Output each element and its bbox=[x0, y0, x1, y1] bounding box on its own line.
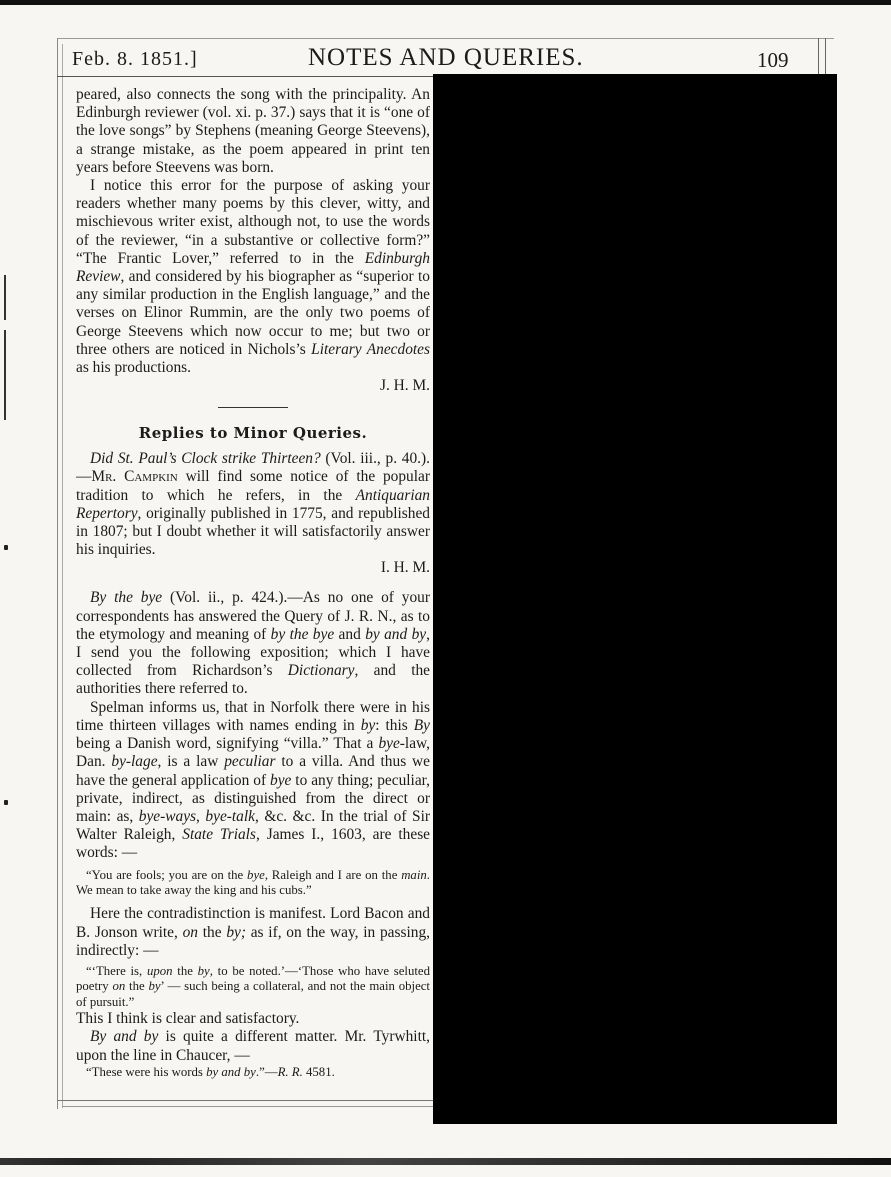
bottom-frame-rule bbox=[62, 1106, 433, 1107]
header-date: Feb. 8. 1851.] bbox=[72, 48, 198, 70]
header-title: NOTES AND QUERIES. bbox=[308, 44, 584, 71]
reply-paragraph: Here the contradistinction is manifest. Lord Bacon and B. Jonson write, on the by; as if, on the way, in passing, indirectly: — bbox=[76, 905, 430, 959]
reply-signature: I. H. M. bbox=[380, 559, 430, 577]
section-separator bbox=[218, 407, 288, 408]
top-edge-rule bbox=[0, 0, 891, 5]
page-frame-right-rules bbox=[818, 38, 826, 78]
margin-dot-mark bbox=[4, 545, 8, 550]
reply-paragraph: Spelman informs us, that in Norfolk there were in his time thirteen villages with names ending in by: this By being a Danish word, signifying “villa.” That a bye-law, Dan. by-lage, is a law peculiar to a villa. And thus we have the general application of bye to any thing; peculiar, private, indirect, as distinguished from the direct or main: as, bye-ways, bye-talk, &c. &c. In the trial of Sir Walter Raleigh, State Trials, James I., 1603, are these words: — bbox=[76, 698, 431, 862]
margin-scan-mark bbox=[4, 330, 6, 420]
page-frame-inner-rule bbox=[62, 44, 63, 1108]
article-paragraph: peared, also connects the song with the principality. An Edinburgh reviewer (vol. xi. p. 37.) says that it is “one of the love songs” by Stephens (meaning George Steevens), a strange mistake, as the poem appeared in print ten years before Steevens was born. bbox=[76, 86, 430, 176]
section-heading: Replies to Minor Queries. bbox=[138, 424, 368, 443]
header-rule bbox=[57, 76, 433, 77]
block-quote: “These were his words by and by.”—R. R. 4581. bbox=[86, 1064, 335, 1079]
redaction-block bbox=[433, 74, 837, 1124]
bottom-edge-streak bbox=[0, 1158, 891, 1165]
page-number: 109 bbox=[757, 48, 789, 72]
reply-paragraph: This I think is clear and satisfactory. bbox=[76, 1010, 300, 1028]
reply-paragraph: Did St. Paul’s Clock strike Thirteen? (Vol. iii., p. 40.).—Mr. Campkin will find some notice of the popular tradition to which he refers, in the Antiquarian Repertory, originally published in 1775, and republished in 1807; but I doubt whether it will satisfactorily answer his inquiries. bbox=[76, 450, 430, 559]
block-quote: “You are fools; you are on the bye, Raleigh and I are on the main. We mean to take away the king and his cubs.” bbox=[76, 867, 430, 897]
reply-paragraph: By and by is quite a different matter. Mr. Tyrwhitt, upon the line in Chaucer, — bbox=[76, 1028, 430, 1064]
margin-dot-mark bbox=[4, 800, 8, 805]
bottom-frame-rule bbox=[57, 1100, 433, 1101]
block-quote: “‘There is, upon the by, to be noted.’—‘Those who have seluted poetry on the by’ — such being a collateral, and not the main object of pursuit.” bbox=[76, 963, 430, 1009]
article-paragraph: I notice this error for the purpose of asking your readers whether many poems by this clever, witty, and mischievous writer exist, although not, to use the words of the reviewer, “in a substantive or collective form?” “The Frantic Lover,” referred to in the Edinburgh Review, and considered by his biographer as “superior to any similar production in the English language,” and the verses on Elinor Rummin, are the only two poems of George Steevens which now occur to me; but two or three others are noticed in Nichols’s Literary Anecdotes as his productions. bbox=[76, 177, 430, 377]
article-signature: J. H. M. bbox=[379, 377, 430, 395]
text-column bbox=[76, 86, 430, 1080]
reply-paragraph: By the bye (Vol. ii., p. 424.).—As no one of your correspondents has answered the Query of J. R. N., as to the etymology and meaning of by the bye and by and by, I send you the following exposition; which I have collected from Richardson’s Dictionary, and the authorities there referred to. bbox=[76, 589, 430, 698]
margin-scan-mark bbox=[4, 275, 6, 320]
